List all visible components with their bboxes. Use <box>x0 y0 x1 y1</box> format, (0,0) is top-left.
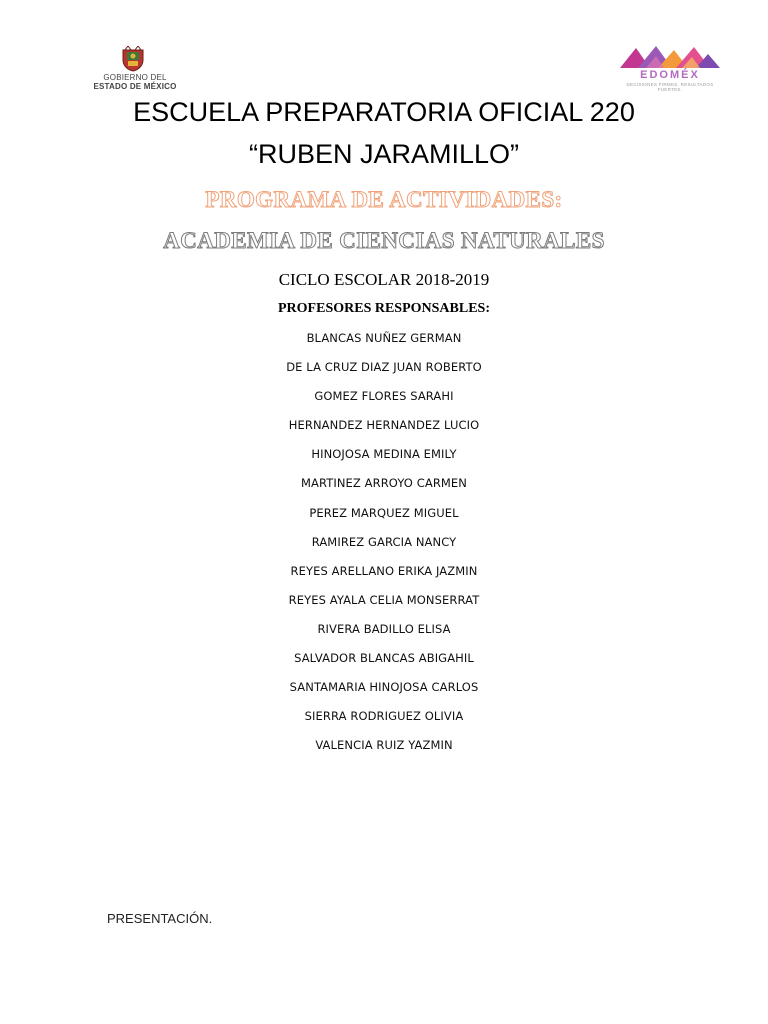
teacher-name: REYES ARELLANO ERIKA JAZMIN <box>290 563 478 578</box>
academy-title: ACADEMIA DE CIENCIAS NATURALES <box>163 228 605 253</box>
gobierno-logo-line1: GOBIERNO DEL <box>103 73 167 82</box>
coat-of-arms-icon <box>119 46 147 72</box>
teacher-name: DE LA CRUZ DIAZ JUAN ROBERTO <box>286 360 482 375</box>
school-nickname: “RUBEN JARAMILLO” <box>248 139 520 169</box>
teacher-list <box>0 328 768 764</box>
teacher-name: SIERRA RODRIGUEZ OLIVIA <box>304 709 464 724</box>
teacher-name: PEREZ MARQUEZ MIGUEL <box>309 505 459 520</box>
teacher-name: MARTINEZ ARROYO CARMEN <box>300 476 467 491</box>
edomex-tagline: DECISIONES FIRMES, RESULTADOS FUERTES. <box>626 82 714 92</box>
teacher-name: RIVERA BADILLO ELISA <box>317 621 451 636</box>
teacher-name: HINOJOSA MEDINA EMILY <box>311 447 457 462</box>
teacher-name: HERNANDEZ HERNANDEZ LUCIO <box>288 418 480 433</box>
presentation-heading: PRESENTACIÓN. <box>107 911 213 926</box>
edomex-logo <box>618 44 722 94</box>
gobierno-logo-text <box>80 73 190 91</box>
teacher-name: GOMEZ FLORES SARAHI <box>314 389 454 404</box>
teacher-name: SANTAMARIA HINOJOSA CARLOS <box>289 680 479 695</box>
program-title: PROGRAMA DE ACTIVIDADES: <box>205 187 563 212</box>
teacher-name: REYES AYALA CELIA MONSERRAT <box>288 592 480 607</box>
teacher-name: SALVADOR BLANCAS ABIGAHIL <box>294 651 474 666</box>
teacher-name: VALENCIA RUIZ YAZMIN <box>315 738 453 753</box>
school-name: ESCUELA PREPARATORIA OFICIAL 220 <box>133 97 635 127</box>
gobierno-logo-line2: ESTADO DE MÉXICO <box>93 82 177 91</box>
gobierno-estado-mexico-logo <box>80 46 190 92</box>
edomex-wordmark: EDOMÉX <box>640 69 700 81</box>
teacher-name: RAMIREZ GARCIA NANCY <box>311 534 457 549</box>
edomex-mountains-icon <box>618 44 722 70</box>
teachers-heading: PROFESORES RESPONSABLES: <box>278 301 490 316</box>
school-year: CICLO ESCOLAR 2018-2019 <box>278 270 490 289</box>
teacher-name: BLANCAS NUÑEZ GERMAN <box>306 331 462 345</box>
